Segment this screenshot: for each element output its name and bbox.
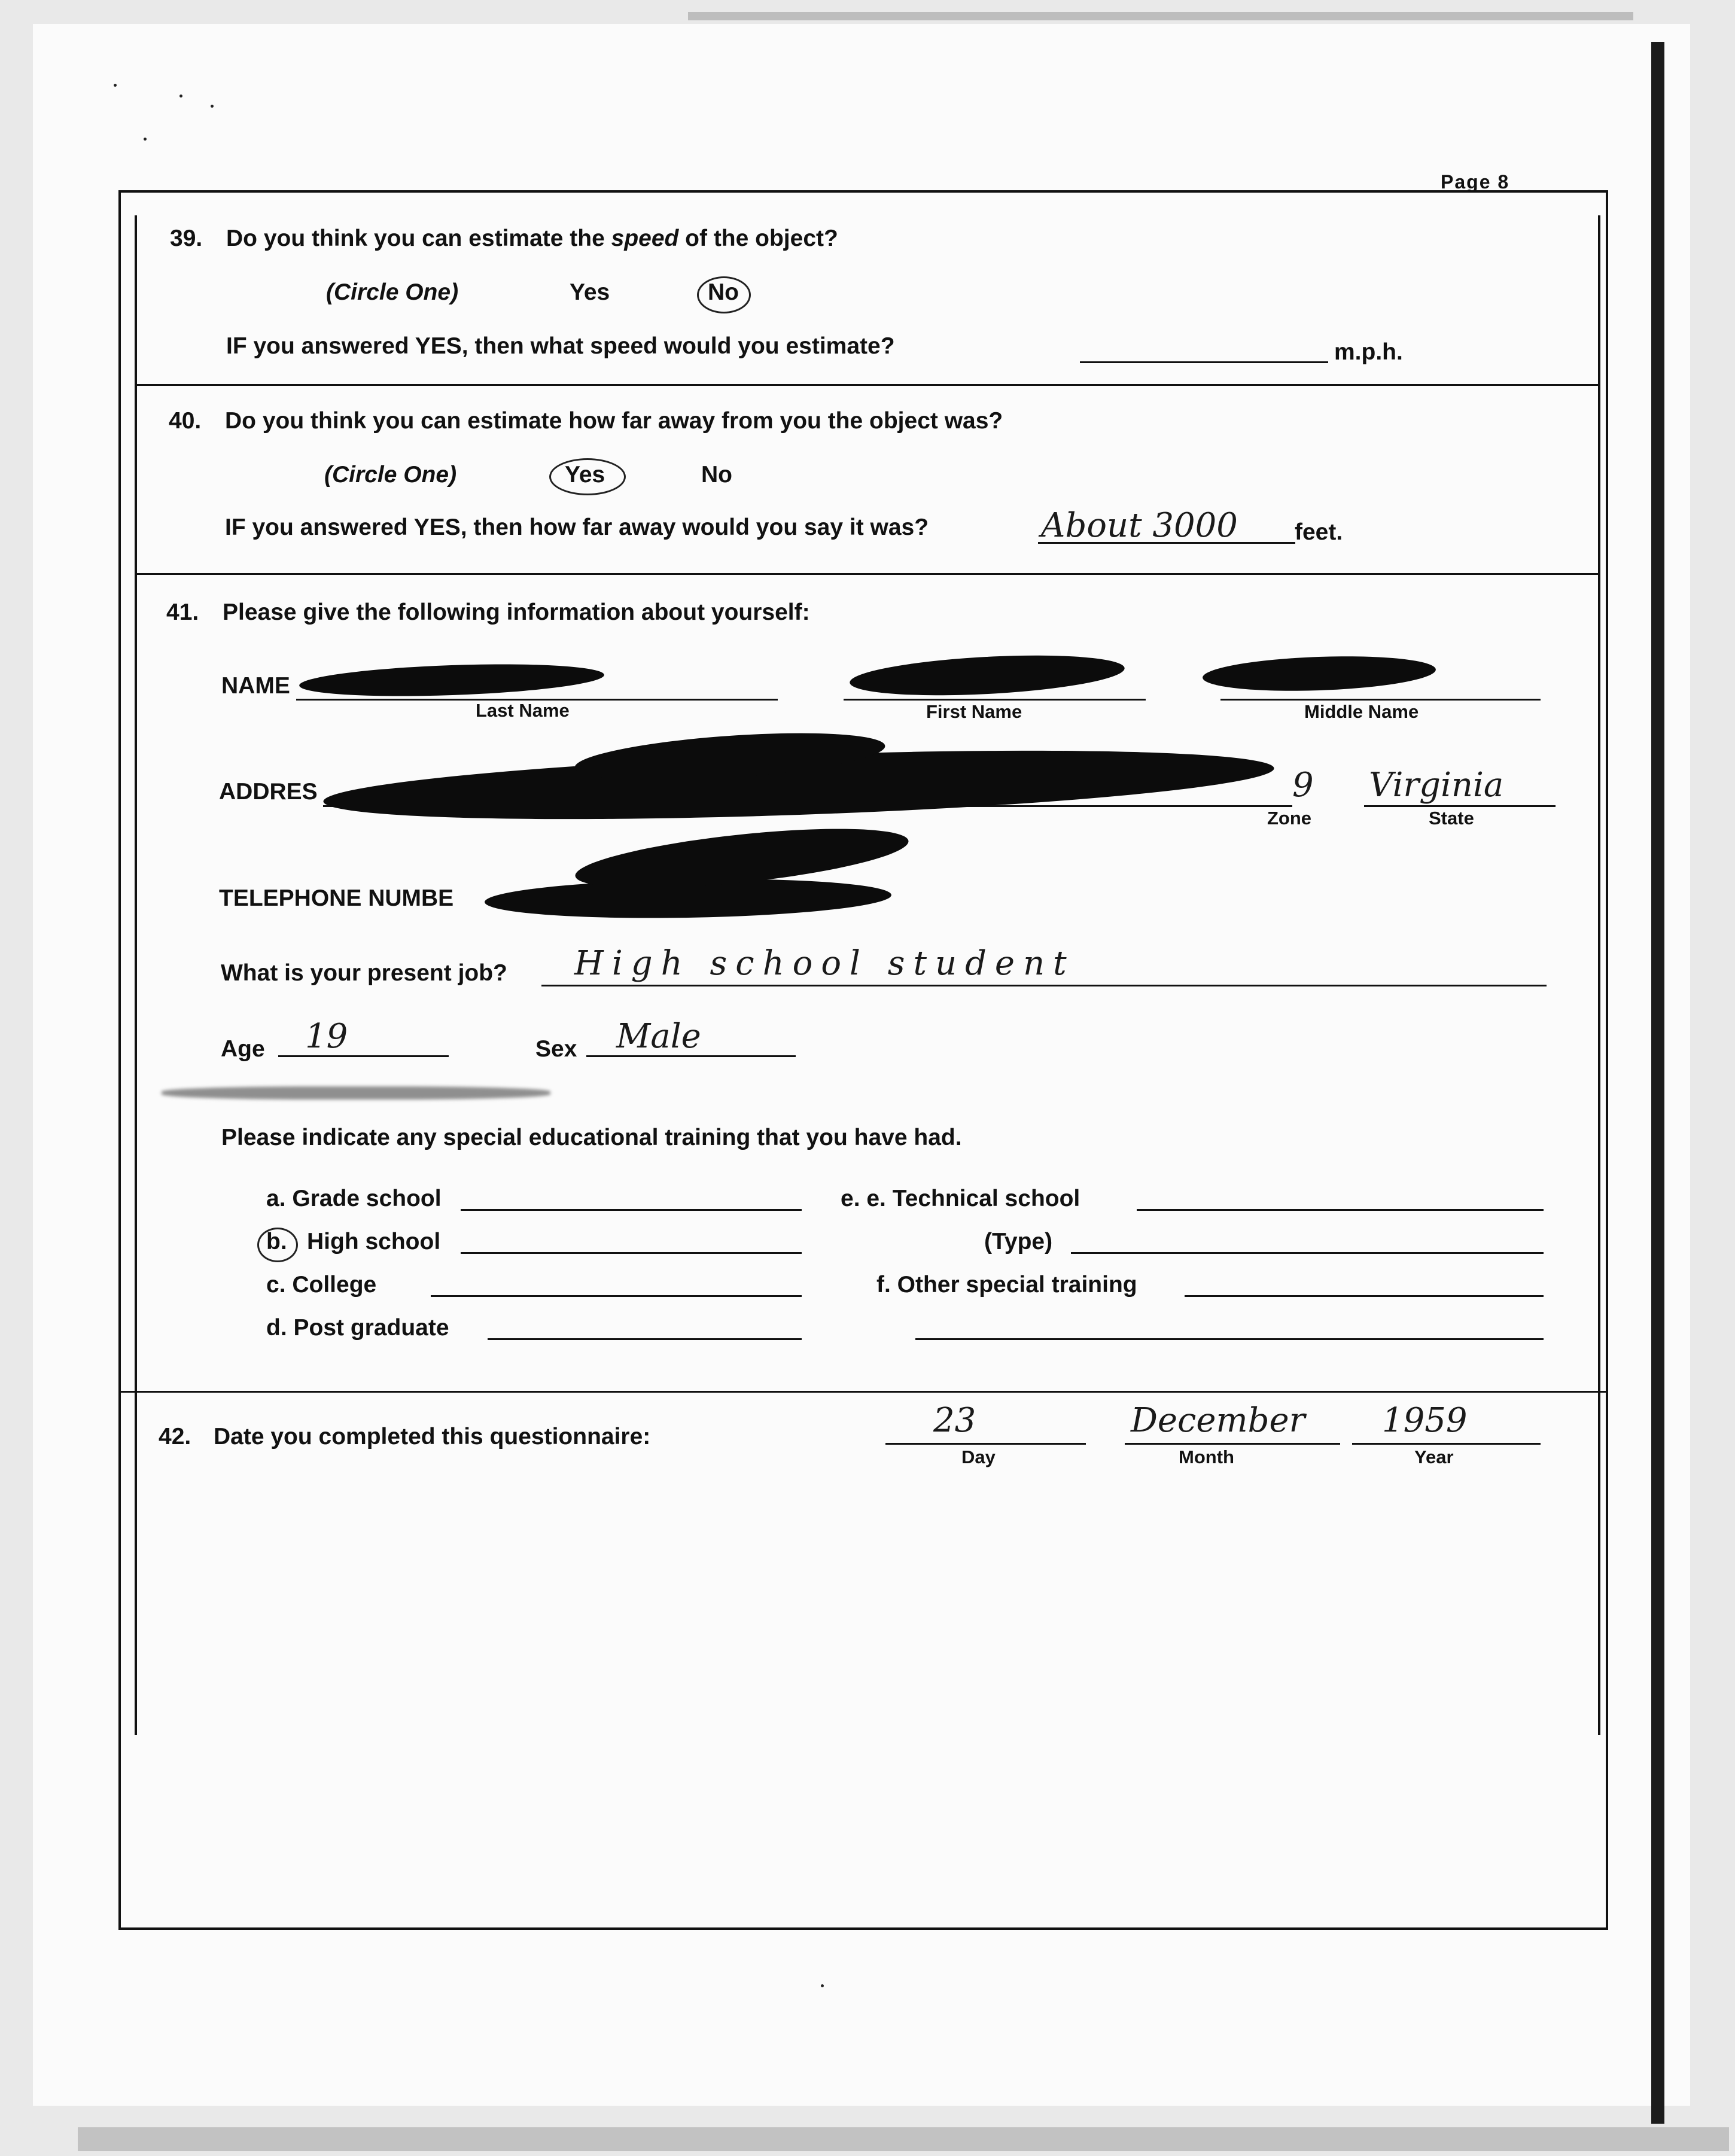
page-number: Page 8 [1441,171,1510,193]
other-training-line [1185,1295,1544,1297]
divider-39 [135,384,1600,386]
q40-number: 40. [169,408,202,434]
option-other-training[interactable]: f. Other special training [876,1272,1137,1298]
age-line [278,1055,449,1057]
q40-option-no[interactable]: No [701,462,732,488]
scan-speck [144,138,147,141]
q40-followup: IF you answered YES, then how far away would you say it was? [225,514,929,540]
q40-option-yes[interactable]: Yes [565,462,605,488]
scan-speck [821,1984,824,1987]
type-line [1071,1252,1544,1254]
q39-option-no[interactable]: No [708,279,739,305]
q40-distance-answer[interactable]: About 3000 [1041,506,1238,545]
month-caption: Month [1179,1447,1234,1467]
q39-unit: m.p.h. [1334,339,1403,365]
q40-circle-one: (Circle One) [324,462,457,488]
first-name-line[interactable] [844,699,1146,701]
q41-number: 41. [166,599,199,625]
middle-name-caption: Middle Name [1304,701,1419,722]
q39-circled-answer [697,276,751,313]
name-label: NAME [221,673,290,699]
q42-number: 42. [159,1424,191,1449]
high-school-line [461,1252,802,1254]
option-b-letter[interactable]: b. [266,1229,287,1254]
day-line [885,1443,1086,1445]
first-name-caption: First Name [926,701,1022,722]
zone-caption: Zone [1267,808,1312,829]
scan-right-edge [1651,42,1664,2124]
sex-value[interactable]: Male [616,1017,701,1056]
scan-smudge [162,1086,550,1100]
college-line [431,1295,802,1297]
option-grade-school[interactable]: a. Grade school [266,1186,442,1211]
month-line [1125,1443,1340,1445]
year-line [1352,1443,1541,1445]
q39-number: 39. [170,226,203,251]
option-college[interactable]: c. College [266,1272,377,1298]
divider-40 [135,573,1600,575]
q42-prompt: Date you completed this questionnaire: [214,1424,651,1449]
scan-speck [114,84,117,87]
scan-fold-shadow [688,12,1633,20]
job-line [541,985,1547,986]
q40-question: Do you think you can estimate how far away from you the object was? [225,408,1003,434]
q39-option-yes[interactable]: Yes [570,279,610,305]
sex-label: Sex [535,1036,577,1062]
year-caption: Year [1414,1447,1454,1467]
other-training-line-2 [915,1338,1544,1340]
option-high-school[interactable]: High school [307,1229,441,1254]
grade-school-line [461,1209,802,1211]
technical-school-line [1137,1209,1544,1211]
telephone-label: TELEPHONE NUMBE [219,885,454,911]
state-caption: State [1429,808,1474,829]
scan-bottom-edge [78,2127,1729,2151]
training-prompt: Please indicate any special educational training that you have had. [221,1125,962,1150]
divider-41 [118,1391,1608,1393]
day-caption: Day [961,1447,996,1467]
age-label: Age [221,1036,265,1062]
post-graduate-line [488,1338,802,1340]
job-value[interactable]: High school student [574,944,1075,983]
middle-name-line[interactable] [1220,699,1541,701]
q40-unit: feet. [1295,519,1343,545]
q39-circle-one: (Circle One) [326,279,459,305]
state-line[interactable] [1364,805,1556,807]
year-value[interactable]: 1959 [1382,1401,1468,1440]
scan-speck [179,95,182,98]
scan-speck [211,105,214,108]
day-value[interactable]: 23 [933,1401,976,1440]
q40-circled-answer [549,458,626,495]
option-technical-school[interactable]: e. e. Technical school [841,1186,1080,1211]
option-post-graduate[interactable]: d. Post graduate [266,1315,449,1341]
month-value[interactable]: December [1131,1401,1305,1440]
last-name-caption: Last Name [476,700,570,721]
address-label: ADDRES [219,779,318,805]
selected-option-circle [257,1228,298,1262]
age-value[interactable]: 19 [305,1017,348,1056]
q39-question: Do you think you can estimate the speed of the object? [226,226,838,251]
zone-value[interactable]: 9 [1292,766,1314,805]
q41-prompt: Please give the following information about yourself: [223,599,810,625]
q39-followup: IF you answered YES, then what speed would you estimate? [226,333,895,359]
type-label: (Type) [984,1229,1053,1254]
job-label: What is your present job? [221,960,507,986]
q39-speed-line [1080,361,1328,363]
state-value[interactable]: Virginia [1369,766,1504,805]
